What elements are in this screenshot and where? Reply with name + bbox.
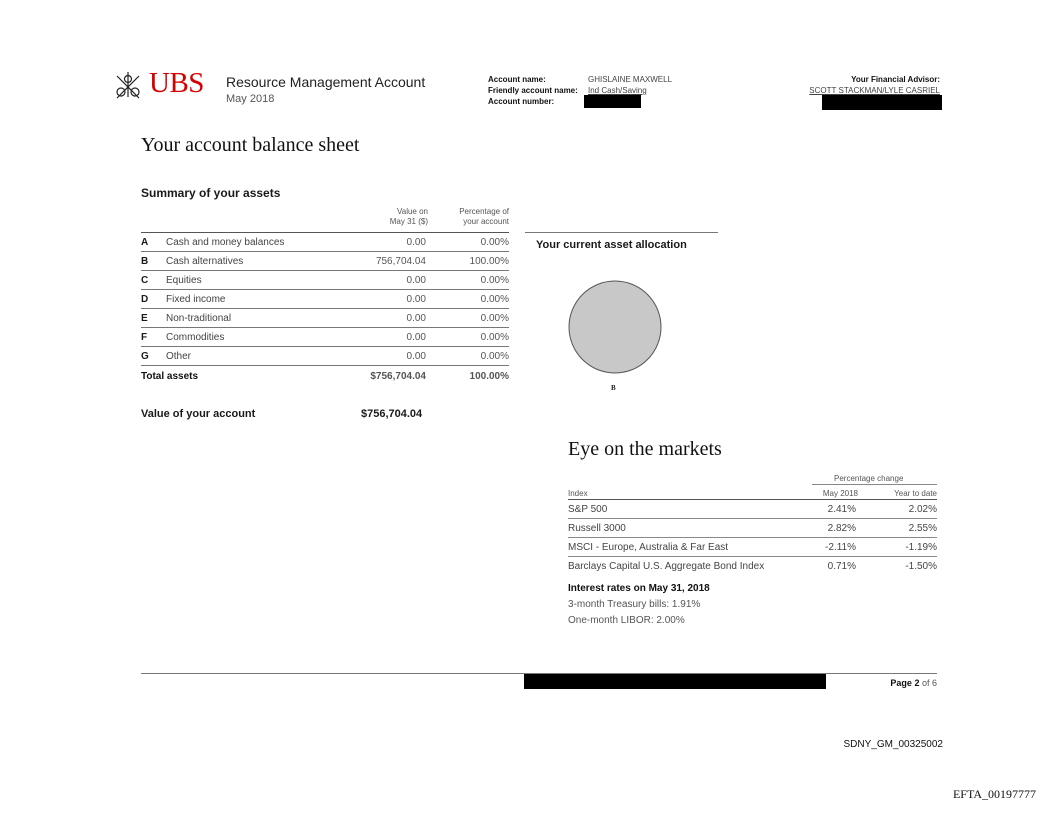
pct-change-label: Percentage change [834,474,904,483]
markets-title: Eye on the markets [568,438,722,460]
market-row [568,557,937,576]
market-row [568,519,937,538]
treasury-rate: 3-month Treasury bills: 1.91% [568,599,701,610]
asset-pct: 0.00% [480,237,509,248]
pie-slice-b [569,281,661,373]
account-number-label: Account number: [488,97,555,106]
advisor-name: SCOTT STACKMAN/LYLE CASRIEL [809,86,940,95]
allocation-title: Your current asset allocation [536,239,687,251]
page-number [890,678,937,688]
asset-pct: 0.00% [480,313,509,324]
account-number-redaction [584,95,641,108]
bates-number: SDNY_GM_00325002 [843,739,943,750]
index-ytd: -1.19% [905,542,937,553]
asset-pct: 0.00% [480,351,509,362]
asset-label: Equities [166,275,202,286]
asset-value: 756,704.04 [375,256,426,267]
asset-label: Fixed income [166,294,226,305]
page-label: Page [890,678,912,688]
index-month: 0.71% [827,561,856,572]
asset-letter: G [141,351,149,362]
efta-number: EFTA_00197777 [952,787,1036,801]
asset-label: Non-traditional [166,313,232,324]
asset-pct: 0.00% [480,332,509,343]
index-name: Barclays Capital U.S. Aggregate Bond Index [568,561,765,572]
interest-rates-title: Interest rates on May 31, 2018 [568,583,710,594]
col-value-line2: May 31 ($) [389,217,428,226]
asset-row [141,290,509,309]
asset-value: 0.00 [406,313,426,324]
libor-rate: One-month LIBOR: 2.00% [568,615,685,626]
asset-label: Commodities [166,332,225,343]
document-title: Resource Management Account [226,74,426,90]
index-month: 2.41% [827,504,856,515]
footer-redaction [524,674,826,689]
advisor-label: Your Financial Advisor: [851,75,940,84]
col-pct-header [440,207,509,227]
asset-row [141,309,509,328]
col-month-header: May 2018 [822,489,858,498]
asset-value: 0.00 [406,275,426,286]
advisor-redaction [822,95,942,110]
market-row [568,538,937,557]
total-assets-label: Total assets [141,371,199,382]
index-name: S&P 500 [568,504,608,515]
index-ytd: 2.55% [908,523,937,534]
index-month: 2.82% [827,523,856,534]
ubs-keys-logo-icon [113,70,143,100]
asset-letter: C [141,275,149,286]
pie-slice-label: B [611,384,616,392]
index-ytd: -1.50% [905,561,937,572]
asset-value: 0.00 [406,351,426,362]
summary-title: Summary of your assets [141,186,281,200]
col-pct-line1: Percentage of [459,207,509,216]
col-index-header: Index [568,489,588,498]
friendly-name-value: Ind Cash/Saving [588,86,647,95]
col-ytd-header: Year to date [894,489,937,498]
asset-label: Cash and money balances [166,237,285,248]
balance-sheet-title: Your account balance sheet [141,134,360,156]
asset-pct: 0.00% [480,294,509,305]
account-name-label: Account name: [488,75,546,84]
asset-letter: F [141,332,148,343]
asset-pct: 100.00% [469,256,509,267]
index-month: -2.11% [825,542,856,553]
col-value-header [360,207,428,227]
asset-row [141,252,509,271]
asset-row [141,271,509,290]
page-current: 2 [914,678,920,688]
asset-pct: 0.00% [480,275,509,286]
row-divider [141,365,509,366]
allocation-pie-chart [568,280,662,374]
asset-value: 0.00 [406,294,426,305]
asset-letter: D [141,294,149,305]
col-value-line1: Value on [397,207,428,216]
market-row [568,500,937,519]
col-pct-line2: your account [463,217,509,226]
index-name: Russell 3000 [568,523,626,534]
total-assets-pct: 100.00% [469,371,509,382]
account-value: $756,704.04 [361,408,423,420]
asset-row [141,233,509,252]
asset-value: 0.00 [406,237,426,248]
asset-row [141,347,509,366]
friendly-name-label: Friendly account name: [488,86,578,95]
page-total: of 6 [921,678,937,688]
pct-change-rule [812,484,937,485]
total-assets-row [141,367,509,386]
asset-label: Other [166,351,192,362]
statement-period: May 2018 [226,93,275,105]
account-name-value: GHISLAINE MAXWELL [588,75,673,84]
asset-letter: B [141,256,149,267]
allocation-rule [525,232,718,233]
ubs-logo-text: UBS [149,67,204,99]
account-value-label: Value of your account [141,408,256,420]
asset-letter: E [141,313,148,324]
asset-letter: A [141,237,149,248]
asset-row [141,328,509,347]
asset-label: Cash alternatives [166,256,244,267]
index-name: MSCI - Europe, Australia & Far East [568,542,729,553]
index-ytd: 2.02% [908,504,937,515]
asset-value: 0.00 [406,332,426,343]
total-assets-value: $756,704.04 [370,371,426,382]
